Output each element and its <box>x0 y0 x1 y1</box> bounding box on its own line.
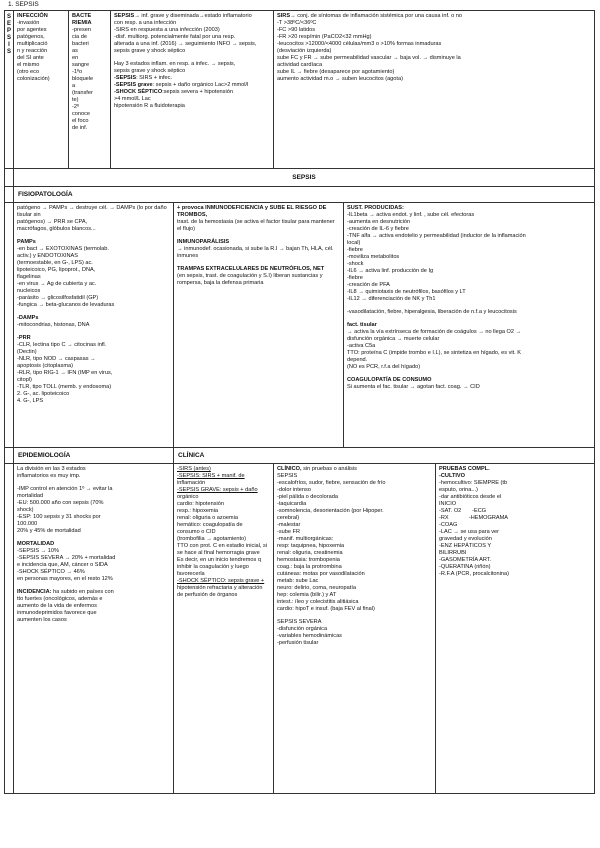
epidemiologia-cell: La división en las 3 estados inflamatorios es muy imp. -IMP control en atención 1º → evitar la mortalidad -EU: 500.000 año con sepsis (70% shock) -ESP: 100 sepsis y 31 shocks por 100.000 20% y 45% de mortalidad MORTALIDAD -SEPSIS → 10% -SEPSIS SEVERA → 20% + mortalidad e incidencia que, AM, cáncer o SIDA -SHOCK SÉPTICO → 46% en personas mayores, en el resto 12% INCIDENCIA: ha subido en países con tto fuertes (oncológicos, además e aumento de la vida de enfermos inmunodeprimidos favorece que aumenten los casos <box>14 464 174 794</box>
sirs-definition-cell: SIRS→ conj. de síntomas de inflamación sistémica por una causa inf. o no -T >38ºC/<36ºC -FC >90 latidos -FR >20 resp/min (PaCO2<32 mmHg) -leucocitos >12000/<4000 células/mm3 o >10% formas inmaduras (desviación izquierda) sube FC y FR → sube permeabilidad vascular → baja vol. → disminuye la actividad cardíaca sube IL → fiebre (desaparece por agotamiento) aumento actividad m.o → suben leucocitos (agota) <box>274 11 595 169</box>
clinica-stages-cell: -SIRS (antes) -SEPSIS: SIRS + manif. de inflamación -SEPSIS GRAVE: sepsis + daño orgánico cardio: hipotensión resp.: hipoxemia renal: oliguria o azoemia hemático: coagulopatía de consumo o CID (trombofilia → agotamiento) TTO con prot. C en estadio inicial, si se hace al final hemorragia grave Es decir, en un inicio tendremos q inhibir la coagulación y luego favorecerla -SHOCK SÉPTICO: sepsis grave + hipotensión refractaria y alteración de perfusión de órganos <box>174 464 274 794</box>
fisio-col-pamps: patógeno → PAMPs → destruye cél. → DAMPs (lo por daño tisular sin patógenos) → PRR se CPA, macrófagos, glóbulos blancos... PAMPs -en bact → EXOTOXINAS (termolab. activ.) y ENDOTOXINAS (termoestable, en G-, LPS) ac. lipoteicoico, PG, lipoprot., DNA, flagelinas -en virus → Ag de cubierta y ac. nucleicos -parásito → glicosilfosfatidil (GP) -fungica → beta-glucanos de levaduras -DAMPs -mitocondrias, histonas, DNA -PRR -CLR, lectina tipo C → citocinas infl. (Dectin) -NLR, tipo NOD → caspasas → apoptosis (citoplasma) -RLR, tipo RIG-1 → IFN (IMP en virus, citopl) -TLR, tipo TOLL (memb. y endosoma) 2. G-, ac. lipoteicoico 4. G-, LPS <box>14 203 174 448</box>
sepsis-summary-table <box>4 10 595 794</box>
definitions-row <box>5 11 595 169</box>
clinica-title: CLÍNICA <box>174 448 595 464</box>
fisiopatologia-header-row <box>5 187 595 203</box>
sirs-title: SIRS <box>277 13 291 19</box>
clinica-signs-cell: CLÍNICO, sin pruebas o análisis SEPSIS -escalofríos, sudor, fiebre, sensación de frío -dolor intenso -piel pálida o decolorada -taquicardia -somnolencia, desorientación (por Hipoper. cerebral) -malestar -sube FR -manif. multiorgánicas: resp: taquipnea, hipoxemia renal: oliguria, creatinemia hemostasia: trombopenia coag.: baja la protrombina cutáneas: motas por vasodilatación metab: sube Lac neuro: delirio, coma, neuropatía hep: colemia (bilir.) y AT intest.: íleo y colecistitis alitiásica cardio: hipoT e insuf. (baja FEV al final) SEPSIS SEVERA -disfunción orgánica -variables hemodinámicas -perfusión tisular <box>274 464 436 794</box>
sepsis-section-title: SEPSIS <box>14 169 595 187</box>
vertical-sepsis-label: S E P S I S <box>5 11 14 169</box>
infeccion-title: INFECCIÓN <box>17 13 48 19</box>
document-heading: 1. SEPSIS <box>8 1 39 8</box>
sepsis-def-title: SEPSIS <box>114 13 135 19</box>
pruebas-complementarias-cell: PRUEBAS COMPL. -CULTIVO -hemocultivo: SIEMPRE (tb esputo, orina...) -dar antibióticos desde el INICIO -SAT. O2 -ECG -RX -HEMOGRAMA -COAG -LAC → se usa para ver gravedad y evolución -ENZ HEPÁTICOS Y BILIRRUBI -GASOMETRÍA ART. -QUERATINA (riñón) -R.F.A (PCR, procalcitonina) <box>436 464 595 794</box>
sepsis-definition-cell: SEPSIS→ inf. grave y diseminada→estado inflamatorio con resp. a una infección -SIRS en respuesta a una infección (2003) -disf. multiorg. potencialmente fatal por una resp. alterada a una inf. (2016) → seguimiento INFO → sepsis, sepsis grave y shock séptico Hay 3 estados inflam. en resp. a infec. → sepsis, sepsis grave y shock séptico -SEPSIS: SIRS + infec. -SEPSIS grave: sepsis + daño orgánico Lac>2 mmol/l -SHOCK SÉPTICO:sepsis severa + hipotensión >4 mmol/L Lac hipotensión R a fluidoterapia <box>111 11 274 169</box>
bottom-header-row <box>5 448 595 464</box>
fisio-col-sustancias: SUST. PRODUCIDAS: -IL1beta → activa endot. y linf. , sube cél. efectoras -aumenta en desnutrición -creación de IL-6 y fiebre -TNF alfa → activa endotelio y permeabilidad (inductor de la inflamación local) -fiebre -moviliza metabolitos -shock -IL6 → activa linf. producción de Ig -fiebre -creación de PFA -IL8 → quimiotaxis de neutrófilos, basófilos y LT -IL12 → diferenciación de NK y Th1 -vasodilatación, fiebre, hiperalgesia, liberación de n.f.a y leucocitosis fact. tisular → activa la vía extrínseca de formación de coágulos → no llega O2 → disfunción orgánica → muerte celular -activa C5a TTO: proteína C (impide trombo e I.L), se sintetiza en hígado, es vit. K depend. (NO es PCR, r.f.a del hígado) COAGULOPATÍA DE CONSUMO Si aumenta el fac. tisular → agotan fact. coag. → CID <box>344 203 595 448</box>
bacteriemia-cell: BACTE RIEMIA -presen cia de bacteri as en sangre -1ºo bloquele a (transfer te) -2º conoce el foco de inf. <box>69 11 111 169</box>
infeccion-cell: INFECCIÓN -invasión por agentes patógenos, multiplicació n y reacción del SI ante el mismo (otro eco colonización) <box>14 11 69 169</box>
bacteriemia-title: BACTE RIEMIA <box>72 13 92 26</box>
sepsis-title-row <box>5 169 595 187</box>
fisiopatologia-title: FISIOPATOLOGÍA <box>14 187 595 203</box>
bottom-body-row <box>5 464 595 794</box>
fisio-col-immuno: + provoca INMUNODEFICIENCIA y SUBE EL RIESGO DE TROMBOS, trast. de la hemostasia (se activa el factor tisular para mantener el flujo) INMUNOPARÁLISIS → inmunodef. ocasionada, si sube la R.I → bajan Th, HLA, cél. inmunes TRAMPAS EXTRACELULARES DE NEUTRÓFILOS, NET (en sepsis, trast. de coagulación y S.I) liberan sustancias y rompersa, baja la defensa primaria <box>174 203 344 448</box>
epidemiologia-title: EPIDEMIOLOGÍA <box>14 448 174 464</box>
fisiopatologia-body-row <box>5 203 595 448</box>
